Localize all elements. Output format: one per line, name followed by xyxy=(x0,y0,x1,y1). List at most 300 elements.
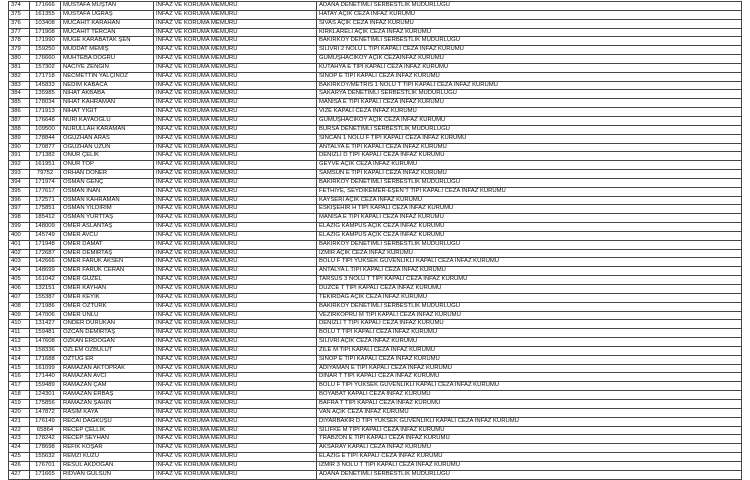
row-number-cell: 401 xyxy=(9,240,30,249)
institution-cell: BOLU F TİPİ YÜKSEK GÜVENLİKLİ KAPALI CEZA İNFAZ KURUMU xyxy=(317,382,742,391)
title-cell: İNFAZ VE KORUMA MEMURU xyxy=(154,364,317,373)
row-number-cell: 389 xyxy=(9,134,30,143)
institution-cell: DİNAR T TİPİ KAPALI CEZA İNFAZ KURUMU xyxy=(317,373,742,382)
full-name-cell: ONUR TOP xyxy=(61,161,154,170)
sicil-number-cell: 79752 xyxy=(30,170,61,179)
table-row xyxy=(9,28,742,37)
row-number-cell: 411 xyxy=(9,329,30,338)
institution-cell: BAKIRKÖY DENETİMLİ SERBESTLİK MÜDÜRLÜĞÜ xyxy=(317,302,742,311)
table-row xyxy=(9,116,742,125)
institution-cell: ELAZIĞ KAMPÜS AÇIK CEZA İNFAZ KURUMU xyxy=(317,223,742,232)
full-name-cell: OSMAN İNAN xyxy=(61,187,154,196)
institution-cell: VAN AÇIK CEZA İNFAZ KURUMU xyxy=(317,408,742,417)
sicil-number-cell: 145749 xyxy=(30,231,61,240)
row-number-cell: 374 xyxy=(9,2,30,11)
title-cell: İNFAZ VE KORUMA MEMURU xyxy=(154,134,317,143)
title-cell: İNFAZ VE KORUMA MEMURU xyxy=(154,426,317,435)
row-number-cell: 422 xyxy=(9,426,30,435)
title-cell: İNFAZ VE KORUMA MEMURU xyxy=(154,55,317,64)
sicil-number-cell: 171665 xyxy=(30,470,61,479)
institution-cell: KÜTAHYA E TİPİ KAPALI CEZA İNFAZ KURUMU xyxy=(317,63,742,72)
row-number-cell: 375 xyxy=(9,10,30,19)
full-name-cell: RAMAZAN ŞAHİN xyxy=(61,399,154,408)
full-name-cell: OSMAN YILDIRIM xyxy=(61,205,154,214)
sicil-number-cell: 135985 xyxy=(30,90,61,99)
row-number-cell: 381 xyxy=(9,63,30,72)
institution-cell: BOLU F TİPİ YÜKSEK GÜVENLİKLİ KAPALI CEZA İNFAZ KURUMU xyxy=(317,258,742,267)
full-name-cell: ÖMER ÜNLÜ xyxy=(61,311,154,320)
sicil-number-cell: 171908 xyxy=(30,28,61,37)
row-number-cell: 396 xyxy=(9,196,30,205)
table-row xyxy=(9,2,742,11)
institution-cell: BAKIRKÖY/METRİS 1 NOLU T TİPİ KAPALI CEZA İNFAZ KURUMU xyxy=(317,81,742,90)
institution-cell: KAYSERİ AÇIK CEZA İNFAZ KURUMU xyxy=(317,196,742,205)
title-cell: İNFAZ VE KORUMA MEMURU xyxy=(154,461,317,470)
institution-cell: TARSUS 3 NOLU T TİPİ KAPALI CEZA İNFAZ KURUMU xyxy=(317,276,742,285)
row-number-cell: 413 xyxy=(9,346,30,355)
institution-cell: SİLİVRİ 2 NOLU L TİPİ KAPALI CEZA İNFAZ KURUMU xyxy=(317,46,742,55)
title-cell: İNFAZ VE KORUMA MEMURU xyxy=(154,143,317,152)
table-row xyxy=(9,444,742,453)
sicil-number-cell: 176149 xyxy=(30,417,61,426)
row-number-cell: 419 xyxy=(9,399,30,408)
sicil-number-cell: 175856 xyxy=(30,399,61,408)
row-number-cell: 424 xyxy=(9,444,30,453)
table-row xyxy=(9,302,742,311)
table-row xyxy=(9,231,742,240)
title-cell: İNFAZ VE KORUMA MEMURU xyxy=(154,470,317,479)
table-row xyxy=(9,161,742,170)
title-cell: İNFAZ VE KORUMA MEMURU xyxy=(154,187,317,196)
institution-cell: ELAZIĞ E TİPİ KAPALI CEZA İNFAZ KURUMU xyxy=(317,453,742,462)
full-name-cell: NURULLAH KARAMAN xyxy=(61,125,154,134)
institution-cell: ADIYAMAN E TİPİ KAPALI CEZA İNFAZ KURUMU xyxy=(317,364,742,373)
full-name-cell: ÖMER GÜZEL xyxy=(61,276,154,285)
row-number-cell: 427 xyxy=(9,470,30,479)
row-number-cell: 392 xyxy=(9,161,30,170)
institution-cell: BAKIRKÖY DENETİMLİ SERBESTLİK MÜDÜRLÜĞÜ xyxy=(317,37,742,46)
full-name-cell: ÖMER KEYİK xyxy=(61,293,154,302)
sicil-number-cell: 148009 xyxy=(30,223,61,232)
row-number-cell: 402 xyxy=(9,249,30,258)
row-number-cell: 383 xyxy=(9,81,30,90)
full-name-cell: NEDİM KABACA xyxy=(61,81,154,90)
full-name-cell: RESUL AKDOĞAN xyxy=(61,461,154,470)
sicil-number-cell: 147872 xyxy=(30,408,61,417)
table-row xyxy=(9,108,742,117)
full-name-cell: OSMAN KAHRAMAN xyxy=(61,196,154,205)
title-cell: İNFAZ VE KORUMA MEMURU xyxy=(154,63,317,72)
row-number-cell: 415 xyxy=(9,364,30,373)
title-cell: İNFAZ VE KORUMA MEMURU xyxy=(154,293,317,302)
full-name-cell: ÖMER DAMAT xyxy=(61,240,154,249)
institution-cell: FETHİYE, SEYDİKEMER-EŞEN T TİPİ KAPALI CEZA İNFAZ KURUMU xyxy=(317,187,742,196)
title-cell: İNFAZ VE KORUMA MEMURU xyxy=(154,302,317,311)
full-name-cell: ÖZCAN DEMİRTAŞ xyxy=(61,329,154,338)
row-number-cell: 406 xyxy=(9,285,30,294)
title-cell: İNFAZ VE KORUMA MEMURU xyxy=(154,320,317,329)
institution-cell: DENİZLİ T TİPİ KAPALI CEZA İNFAZ KURUMU xyxy=(317,320,742,329)
title-cell: İNFAZ VE KORUMA MEMURU xyxy=(154,81,317,90)
institution-cell: VEZİRKÖPRÜ M TİPİ KAPALI CEZA İNFAZ KURUMU xyxy=(317,311,742,320)
sicil-number-cell: 172571 xyxy=(30,196,61,205)
full-name-cell: NECMETTİN YALÇINÖZ xyxy=(61,72,154,81)
table-row xyxy=(9,10,742,19)
full-name-cell: OSMAN GENÇ xyxy=(61,178,154,187)
full-name-cell: REMZİ KUZU xyxy=(61,453,154,462)
table-row xyxy=(9,364,742,373)
title-cell: İNFAZ VE KORUMA MEMURU xyxy=(154,408,317,417)
row-number-cell: 378 xyxy=(9,37,30,46)
institution-cell: TRABZON E TİPİ KAPALI CEZA İNFAZ KURUMU xyxy=(317,435,742,444)
title-cell: İNFAZ VE KORUMA MEMURU xyxy=(154,435,317,444)
full-name-cell: MÜCAHİT KARAHAN xyxy=(61,19,154,28)
table-row xyxy=(9,355,742,364)
table-row xyxy=(9,125,742,134)
sicil-number-cell: 171986 xyxy=(30,302,61,311)
table-row xyxy=(9,196,742,205)
title-cell: İNFAZ VE KORUMA MEMURU xyxy=(154,355,317,364)
full-name-cell: RECAİ DAĞKUŞU xyxy=(61,417,154,426)
institution-cell: DİYARBAKIR D TİPİ YÜKSEK GÜVENLİKLİ KAPALI CEZA İNFAZ KURUMU xyxy=(317,417,742,426)
row-number-cell: 410 xyxy=(9,320,30,329)
table-row xyxy=(9,81,742,90)
institution-cell: HATAY AÇIK CEZA İNFAZ KURUMU xyxy=(317,10,742,19)
institution-cell: BAFRA T TİPİ KAPALI CEZA İNFAZ KURUMU xyxy=(317,399,742,408)
institution-cell: DENİZLİ D TİPİ KAPALI CEZA İNFAZ KURUMU xyxy=(317,152,742,161)
sicil-number-cell: 148699 xyxy=(30,267,61,276)
table-row xyxy=(9,373,742,382)
institution-cell: ELAZIĞ KAMPÜS AÇIK CEZA İNFAZ KURUMU xyxy=(317,231,742,240)
full-name-cell: MÜGE KARABATAK ŞEN xyxy=(61,37,154,46)
full-name-cell: ÖMER ÖZTÜRK xyxy=(61,302,154,311)
title-cell: İNFAZ VE KORUMA MEMURU xyxy=(154,444,317,453)
full-name-cell: NACİYE ZENGİN xyxy=(61,63,154,72)
title-cell: İNFAZ VE KORUMA MEMURU xyxy=(154,346,317,355)
full-name-cell: MÜCAHİT TERCAN xyxy=(61,28,154,37)
sicil-number-cell: 161951 xyxy=(30,161,61,170)
row-number-cell: 426 xyxy=(9,461,30,470)
title-cell: İNFAZ VE KORUMA MEMURU xyxy=(154,178,317,187)
table-row xyxy=(9,223,742,232)
full-name-cell: MUSTAFA UĞRAŞ xyxy=(61,10,154,19)
full-name-cell: ÖMER FARUK AKSEN xyxy=(61,258,154,267)
title-cell: İNFAZ VE KORUMA MEMURU xyxy=(154,125,317,134)
row-number-cell: 377 xyxy=(9,28,30,37)
institution-cell: SİNOP E TİPİ KAPALI CEZA İNFAZ KURUMU xyxy=(317,72,742,81)
row-number-cell: 400 xyxy=(9,231,30,240)
institution-cell: MANİSA E TİPİ KAPALI CEZA İNFAZ KURUMU xyxy=(317,214,742,223)
full-name-cell: MUSTAFA MUŞTAN xyxy=(61,2,154,11)
sicil-number-cell: 178698 xyxy=(30,444,61,453)
institution-cell: KIRKLARELİ AÇIK CEZA İNFAZ KURUMU xyxy=(317,28,742,37)
table-row xyxy=(9,346,742,355)
institution-cell: BAKIRKÖY DENETİMLİ SERBESTLİK MÜDÜRLÜĞÜ xyxy=(317,240,742,249)
table-row xyxy=(9,320,742,329)
full-name-cell: OĞUZHAN ARAS xyxy=(61,134,154,143)
title-cell: İNFAZ VE KORUMA MEMURU xyxy=(154,99,317,108)
full-name-cell: RAMAZAN AVCI xyxy=(61,373,154,382)
full-name-cell: OĞUZHAN UZUN xyxy=(61,143,154,152)
table-row xyxy=(9,276,742,285)
table-row xyxy=(9,338,742,347)
row-number-cell: 376 xyxy=(9,19,30,28)
sicil-number-cell: 185412 xyxy=(30,214,61,223)
title-cell: İNFAZ VE KORUMA MEMURU xyxy=(154,311,317,320)
sicil-number-cell: 159250 xyxy=(30,46,61,55)
sicil-number-cell: 176648 xyxy=(30,116,61,125)
institution-cell: BOLU T TİPİ KAPALI CEZA İNFAZ KURUMU xyxy=(317,329,742,338)
table-row xyxy=(9,205,742,214)
full-name-cell: NURİ KAYAOĞLU xyxy=(61,116,154,125)
row-number-cell: 404 xyxy=(9,267,30,276)
table-row xyxy=(9,240,742,249)
full-name-cell: ÖNDER DURUKAN xyxy=(61,320,154,329)
full-name-cell: ORHAN DÖNER xyxy=(61,170,154,179)
title-cell: İNFAZ VE KORUMA MEMURU xyxy=(154,338,317,347)
table-row xyxy=(9,187,742,196)
full-name-cell: RAMAZAN ERBAŞ xyxy=(61,391,154,400)
sicil-number-cell: 147608 xyxy=(30,338,61,347)
full-name-cell: ÖZKAN ERDOĞAN xyxy=(61,338,154,347)
title-cell: İNFAZ VE KORUMA MEMURU xyxy=(154,152,317,161)
full-name-cell: REFİK KOŞAR xyxy=(61,444,154,453)
full-name-cell: MÜDDAT MEMİŞ xyxy=(61,46,154,55)
table-row xyxy=(9,249,742,258)
full-name-cell: ÖMER DEMİRTAŞ xyxy=(61,249,154,258)
institution-cell: DÜZCE T TİPİ KAPALI CEZA İNFAZ KURUMU xyxy=(317,285,742,294)
sicil-number-cell: 170877 xyxy=(30,143,61,152)
row-number-cell: 397 xyxy=(9,205,30,214)
sicil-number-cell: 171974 xyxy=(30,178,61,187)
row-number-cell: 398 xyxy=(9,214,30,223)
table-row xyxy=(9,214,742,223)
row-number-cell: 387 xyxy=(9,116,30,125)
full-name-cell: RIDVAN GÜLSÜN xyxy=(61,470,154,479)
sicil-number-cell: 109500 xyxy=(30,125,61,134)
row-number-cell: 421 xyxy=(9,417,30,426)
full-name-cell: RASİM KAYA xyxy=(61,408,154,417)
row-number-cell: 408 xyxy=(9,302,30,311)
institution-cell: VİZE KAPALI CEZA İNFAZ KURUMU xyxy=(317,108,742,117)
sicil-number-cell: 171718 xyxy=(30,72,61,81)
sicil-number-cell: 159489 xyxy=(30,382,61,391)
institution-cell: SİLİVRİ AÇIK CEZA İNFAZ KURUMU xyxy=(317,338,742,347)
title-cell: İNFAZ VE KORUMA MEMURU xyxy=(154,223,317,232)
sicil-number-cell: 161042 xyxy=(30,276,61,285)
table-row xyxy=(9,37,742,46)
row-number-cell: 414 xyxy=(9,355,30,364)
institution-cell: SAMSUN E TİPİ KAPALI CEZA İNFAZ KURUMU xyxy=(317,170,742,179)
institution-cell: TEKİRDAĞ AÇIK CEZA İNFAZ KURUMU xyxy=(317,293,742,302)
sicil-number-cell: 171382 xyxy=(30,152,61,161)
table-row xyxy=(9,46,742,55)
institution-cell: AKSARAY KAPALI CEZA İNFAZ KURUMU xyxy=(317,444,742,453)
institution-cell: GÜMÜŞHACIKÖY AÇIK CEZA İNFAZ KURUMU xyxy=(317,116,742,125)
title-cell: İNFAZ VE KORUMA MEMURU xyxy=(154,399,317,408)
full-name-cell: RAMAZAN ÇAM xyxy=(61,382,154,391)
table-row xyxy=(9,63,742,72)
table-row xyxy=(9,285,742,294)
title-cell: İNFAZ VE KORUMA MEMURU xyxy=(154,382,317,391)
sicil-number-cell: 124301 xyxy=(30,391,61,400)
institution-cell: SİNOP E TİPİ KAPALI CEZA İNFAZ KURUMU xyxy=(317,355,742,364)
sicil-number-cell: 157302 xyxy=(30,63,61,72)
row-number-cell: 403 xyxy=(9,258,30,267)
row-number-cell: 409 xyxy=(9,311,30,320)
table-row xyxy=(9,90,742,99)
row-number-cell: 384 xyxy=(9,90,30,99)
sicil-number-cell: 147006 xyxy=(30,311,61,320)
row-number-cell: 388 xyxy=(9,125,30,134)
sicil-number-cell: 155632 xyxy=(30,453,61,462)
institution-cell: GÜMÜŞHACIKÖY AÇIK CEZAİNFAZ KURUMU xyxy=(317,55,742,64)
row-number-cell: 395 xyxy=(9,187,30,196)
table-row xyxy=(9,152,742,161)
institution-cell: BAKIRKÖY DENETİMLİ SERBESTLİK MÜDÜRLÜĞÜ xyxy=(317,178,742,187)
row-number-cell: 405 xyxy=(9,276,30,285)
table-row xyxy=(9,258,742,267)
table-row xyxy=(9,19,742,28)
sicil-number-cell: 171948 xyxy=(30,240,61,249)
full-name-cell: OSMAN YURTTAŞ xyxy=(61,214,154,223)
full-name-cell: ÖZTUĞ ER xyxy=(61,355,154,364)
title-cell: İNFAZ VE KORUMA MEMURU xyxy=(154,19,317,28)
sicil-number-cell: 176660 xyxy=(30,55,61,64)
title-cell: İNFAZ VE KORUMA MEMURU xyxy=(154,72,317,81)
institution-cell: ADANA DENETİMLİ SERBESTLİK MÜDÜRLÜĞÜ xyxy=(317,470,742,479)
title-cell: İNFAZ VE KORUMA MEMURU xyxy=(154,329,317,338)
row-number-cell: 382 xyxy=(9,72,30,81)
title-cell: İNFAZ VE KORUMA MEMURU xyxy=(154,373,317,382)
institution-cell: SİNCAN 1 NOLU F TİPİ KAPALI CEZA İNFAZ KURUMU xyxy=(317,134,742,143)
row-number-cell: 407 xyxy=(9,293,30,302)
title-cell: İNFAZ VE KORUMA MEMURU xyxy=(154,2,317,11)
sicil-number-cell: 161099 xyxy=(30,364,61,373)
sicil-number-cell: 158336 xyxy=(30,346,61,355)
sicil-number-cell: 131427 xyxy=(30,320,61,329)
full-name-cell: NİHAT YİĞİT xyxy=(61,108,154,117)
institution-cell: ANTALYA L TİPİ KAPALI CEZA İNFAZ KURUMU xyxy=(317,267,742,276)
full-name-cell: MUHTEBA DOĞRU xyxy=(61,55,154,64)
full-name-cell: ÖMER FARUK CERAN xyxy=(61,267,154,276)
table-row xyxy=(9,399,742,408)
sicil-number-cell: 132151 xyxy=(30,285,61,294)
row-number-cell: 420 xyxy=(9,408,30,417)
row-number-cell: 394 xyxy=(9,178,30,187)
table-row xyxy=(9,72,742,81)
full-name-cell: NİHAT KAHRAMAN xyxy=(61,99,154,108)
institution-cell: SAKARYA DENETİMLİ SERBESTLİK MÜDÜRLÜĞÜ xyxy=(317,90,742,99)
sicil-number-cell: 172687 xyxy=(30,249,61,258)
full-name-cell: ÖZLEM ÖZBULUT xyxy=(61,346,154,355)
sicil-number-cell: 175851 xyxy=(30,205,61,214)
institution-cell: MANİSA E TİPİ KAPALI CEZA İNFAZ KURUMU xyxy=(317,99,742,108)
title-cell: İNFAZ VE KORUMA MEMURU xyxy=(154,10,317,19)
sicil-number-cell: 103408 xyxy=(30,19,61,28)
title-cell: İNFAZ VE KORUMA MEMURU xyxy=(154,205,317,214)
title-cell: İNFAZ VE KORUMA MEMURU xyxy=(154,267,317,276)
title-cell: İNFAZ VE KORUMA MEMURU xyxy=(154,231,317,240)
sicil-number-cell: 178034 xyxy=(30,99,61,108)
title-cell: İNFAZ VE KORUMA MEMURU xyxy=(154,90,317,99)
row-number-cell: 399 xyxy=(9,223,30,232)
full-name-cell: RAMAZAN AKTOPRAK xyxy=(61,364,154,373)
row-number-cell: 379 xyxy=(9,46,30,55)
title-cell: İNFAZ VE KORUMA MEMURU xyxy=(154,108,317,117)
title-cell: İNFAZ VE KORUMA MEMURU xyxy=(154,249,317,258)
institution-cell: SİVAS AÇIK CEZA İNFAZ KURUMU xyxy=(317,19,742,28)
row-number-cell: 417 xyxy=(9,382,30,391)
title-cell: İNFAZ VE KORUMA MEMURU xyxy=(154,258,317,267)
sicil-number-cell: 178242 xyxy=(30,435,61,444)
sicil-number-cell: 176701 xyxy=(30,461,61,470)
title-cell: İNFAZ VE KORUMA MEMURU xyxy=(154,46,317,55)
title-cell: İNFAZ VE KORUMA MEMURU xyxy=(154,170,317,179)
full-name-cell: ÖMER ASLANTAŞ xyxy=(61,223,154,232)
row-number-cell: 423 xyxy=(9,435,30,444)
full-name-cell: ÖMER AVCU xyxy=(61,231,154,240)
sicil-number-cell: 159481 xyxy=(30,329,61,338)
title-cell: İNFAZ VE KORUMA MEMURU xyxy=(154,276,317,285)
table-row xyxy=(9,267,742,276)
table-row xyxy=(9,143,742,152)
row-number-cell: 390 xyxy=(9,143,30,152)
sicil-number-cell: 171990 xyxy=(30,37,61,46)
row-number-cell: 386 xyxy=(9,108,30,117)
sicil-number-cell: 145833 xyxy=(30,81,61,90)
title-cell: İNFAZ VE KORUMA MEMURU xyxy=(154,28,317,37)
sicil-number-cell: 171440 xyxy=(30,373,61,382)
table-row xyxy=(9,470,742,479)
row-number-cell: 385 xyxy=(9,99,30,108)
sicil-number-cell: 171666 xyxy=(30,2,61,11)
institution-cell: BURSA DENETİMLİ SERBESTLİK MÜDÜRLÜĞÜ xyxy=(317,125,742,134)
full-name-cell: NİHAT AKBABA xyxy=(61,90,154,99)
table-body xyxy=(9,2,742,480)
full-name-cell: ONUR ÇELİK xyxy=(61,152,154,161)
table-row xyxy=(9,55,742,64)
title-cell: İNFAZ VE KORUMA MEMURU xyxy=(154,116,317,125)
table-row xyxy=(9,170,742,179)
full-name-cell: ÖMER KAYHAN xyxy=(61,285,154,294)
row-number-cell: 418 xyxy=(9,391,30,400)
table-row xyxy=(9,382,742,391)
institution-cell: İZMİR AÇIK CEZA İNFAZ KURUMU xyxy=(317,249,742,258)
institution-cell: SİLİFKE M TİPİ KAPALI CEZA İNFAZ KURUMU xyxy=(317,426,742,435)
table-row xyxy=(9,99,742,108)
table-row xyxy=(9,293,742,302)
row-number-cell: 425 xyxy=(9,453,30,462)
institution-cell: GEYVE AÇIK CEZA İNFAZ KURUMU xyxy=(317,161,742,170)
title-cell: İNFAZ VE KORUMA MEMURU xyxy=(154,161,317,170)
sicil-number-cell: 142666 xyxy=(30,258,61,267)
institution-cell: ZİLE M TİPİ KAPALI CEZA İNFAZ KURUMU xyxy=(317,346,742,355)
row-number-cell: 416 xyxy=(9,373,30,382)
appointment-table xyxy=(8,1,742,480)
table-row xyxy=(9,391,742,400)
table-row xyxy=(9,426,742,435)
row-number-cell: 412 xyxy=(9,338,30,347)
table-row xyxy=(9,453,742,462)
sicil-number-cell: 161355 xyxy=(30,10,61,19)
title-cell: İNFAZ VE KORUMA MEMURU xyxy=(154,285,317,294)
title-cell: İNFAZ VE KORUMA MEMURU xyxy=(154,37,317,46)
table-row xyxy=(9,329,742,338)
sicil-number-cell: 155387 xyxy=(30,293,61,302)
sicil-number-cell: 171913 xyxy=(30,108,61,117)
institution-cell: ADANA DENETİMLİ SERBESTLİK MÜDÜRLÜĞÜ xyxy=(317,2,742,11)
